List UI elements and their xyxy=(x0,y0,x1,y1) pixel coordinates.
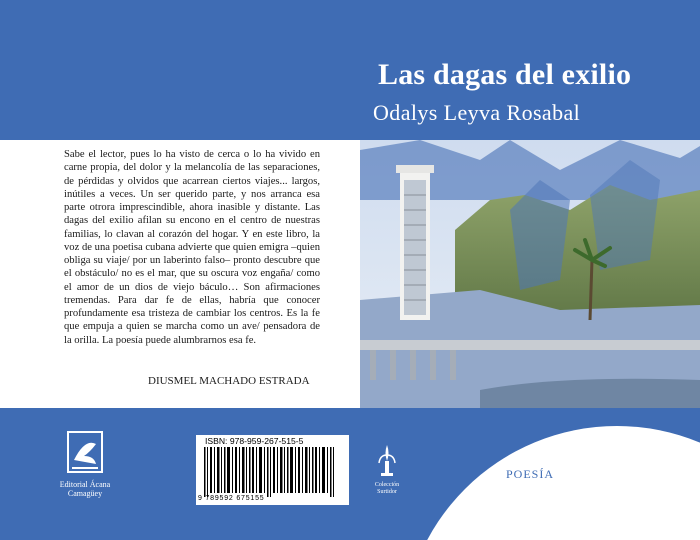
cover-photo xyxy=(360,140,700,408)
barcode xyxy=(196,435,349,505)
publisher-logo-icon xyxy=(60,430,110,476)
cover-photo-illustration xyxy=(360,140,700,408)
white-circle xyxy=(402,426,700,540)
book-title: Las dagas del exilio xyxy=(378,58,632,91)
genre-label: POESÍA xyxy=(506,467,555,481)
publisher-name-line1: Editorial Ácana xyxy=(59,480,111,489)
collection-name-line2: Surtidor xyxy=(377,489,397,495)
barcode-digits: 9 789592 675155 xyxy=(198,495,265,502)
publisher-name xyxy=(48,480,122,498)
bottom-band xyxy=(0,408,700,540)
collection-name xyxy=(368,482,406,496)
collection-name-line1: Colección xyxy=(374,482,400,488)
fountain-icon xyxy=(376,441,398,481)
isbn-text: ISBN: 978-959-267-515-5 xyxy=(205,436,304,446)
book-author: Odalys Leyva Rosabal xyxy=(373,100,581,125)
back-cover-blurb: Sabe el lector, pues lo ha visto de cerca o lo ha vivido en carne propia, del dolor y la melancolía de las separaciones, de pérdidas y olvidos que acarrean ciertos viajes... largos, inútiles a veces. Un ser querido parte, y nos arranca esa parte otrora imprescindible, ahora inasible y distante. Las dagas del exilio afilan su encono en el centro de nuestras familias, lo clavan al corazón del hogar. Y en este libro, la voz de una poetisa cubana advierte que quien emigra –quien obliga su viaje/ por un laberinto falso– pronto descubre que el obstáculo/ no es el mar, que su oscura voz engaña/ como el amor de un dios de viejo báculo… Son afirmaciones tremendas. Para dar fe de ellas, habría que conocer profundamente esa tristeza de cambiar los centros. Es la fe que empuja a quien se marcha como un ave/ pensadora de la orilla. La poesía puede alumbrarnos esa fe. xyxy=(64,149,320,346)
blurb-signature: DIUSMEL MACHADO ESTRADA xyxy=(148,375,310,387)
publisher-name-line2: Camagüey xyxy=(67,489,103,498)
